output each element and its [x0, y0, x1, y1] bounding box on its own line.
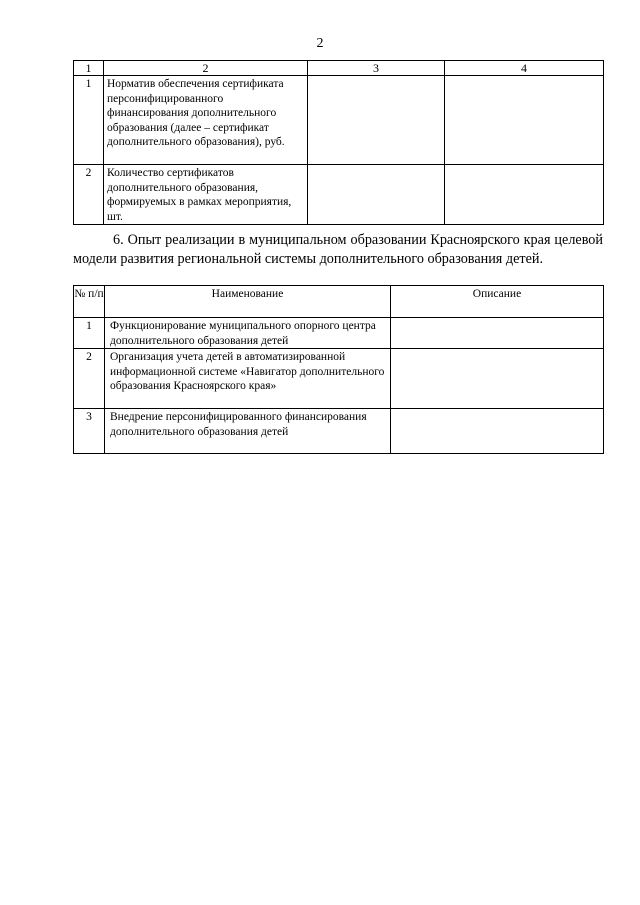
row-description	[391, 318, 604, 349]
column-header-number: № п/п	[74, 286, 105, 318]
row-value-cell	[308, 165, 445, 225]
row-number: 1	[74, 318, 105, 349]
experience-table	[73, 285, 604, 454]
column-header: 2	[104, 61, 308, 76]
row-number: 1	[74, 76, 104, 165]
row-number: 2	[74, 165, 104, 225]
table-row	[74, 349, 604, 409]
row-number: 3	[74, 409, 105, 454]
row-value-cell	[445, 165, 604, 225]
section-paragraph: 6. Опыт реализации в муниципальном образовании Красноярского края целевой модели развития региональной системы дополнительного образования детей.	[73, 232, 603, 267]
column-header: 4	[445, 61, 604, 76]
table-row	[74, 76, 604, 165]
row-name: Функционирование муниципального опорного центра дополнительного образования детей	[105, 318, 391, 349]
row-description	[391, 409, 604, 454]
row-description	[391, 349, 604, 409]
column-header: 3	[308, 61, 445, 76]
column-header-name: Наименование	[105, 286, 391, 318]
row-number: 2	[74, 349, 105, 409]
row-indicator-name: Количество сертификатов дополнительного образования, формируемых в рамках мероприятия, шт.	[104, 165, 308, 225]
table-header-row	[74, 286, 604, 318]
table-row	[74, 409, 604, 454]
column-header: 1	[74, 61, 104, 76]
table-row	[74, 318, 604, 349]
table-row	[74, 165, 604, 225]
row-indicator-name: Норматив обеспечения сертификата персонифицированного финансирования дополнительного образования (далее – сертификат дополнительного образования), руб.	[104, 76, 308, 165]
row-name: Организация учета детей в автоматизированной информационной системе «Навигатор дополнительного образования Красноярского края»	[105, 349, 391, 409]
indicators-table	[73, 60, 604, 225]
page-number: 2	[316, 36, 324, 51]
row-value-cell	[308, 76, 445, 165]
row-value-cell	[445, 76, 604, 165]
column-header-description: Описание	[391, 286, 604, 318]
row-name: Внедрение персонифицированного финансирования дополнительного образования детей	[105, 409, 391, 454]
table-header-row	[74, 61, 604, 76]
